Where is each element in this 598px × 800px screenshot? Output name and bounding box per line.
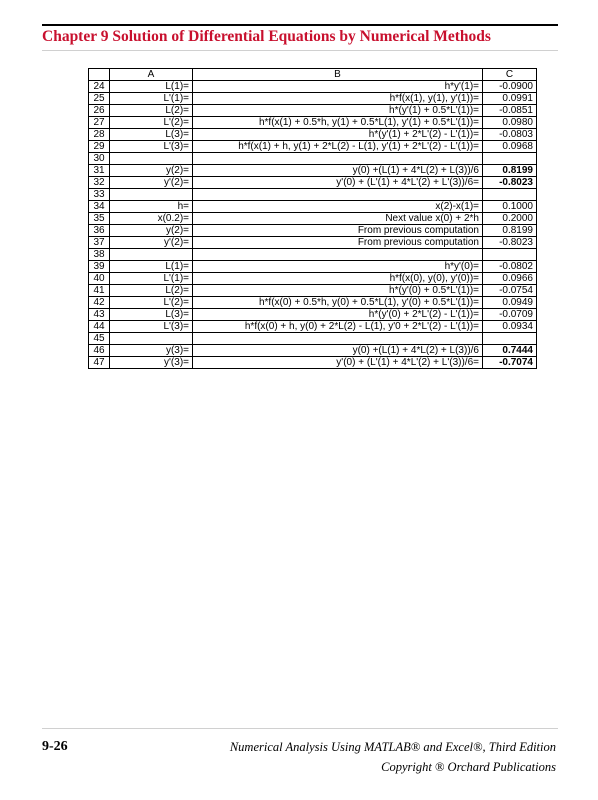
row-number-cell[interactable]: 44 <box>89 321 110 333</box>
cell-c[interactable]: 0.2000 <box>483 213 537 225</box>
table-row <box>89 261 537 273</box>
table-row <box>89 333 537 345</box>
row-number-cell[interactable]: 45 <box>89 333 110 345</box>
cell-b[interactable]: h*f(x(0), y(0), y'(0))= <box>193 273 483 285</box>
column-header-a: A <box>110 69 193 81</box>
cell-a[interactable]: y'(3)= <box>110 357 193 369</box>
cell-a[interactable]: L'(3)= <box>110 141 193 153</box>
cell-c[interactable]: 0.0949 <box>483 297 537 309</box>
cell-b[interactable] <box>193 333 483 345</box>
cell-b[interactable]: y'(0) + (L'(1) + 4*L'(2) + L'(3))/6= <box>193 177 483 189</box>
cell-b[interactable]: Next value x(0) + 2*h <box>193 213 483 225</box>
cell-a[interactable]: y(2)= <box>110 225 193 237</box>
row-number-cell[interactable]: 40 <box>89 273 110 285</box>
cell-a[interactable] <box>110 333 193 345</box>
row-number-cell[interactable]: 26 <box>89 105 110 117</box>
cell-b[interactable]: From previous computation <box>193 225 483 237</box>
cell-b[interactable]: y'(0) + (L'(1) + 4*L'(2) + L'(3))/6= <box>193 357 483 369</box>
row-number-cell[interactable]: 47 <box>89 357 110 369</box>
table-row <box>89 237 537 249</box>
cell-a[interactable]: y(3)= <box>110 345 193 357</box>
row-number-cell[interactable]: 28 <box>89 129 110 141</box>
table-row <box>89 93 537 105</box>
page-number: 9-26 <box>42 739 68 754</box>
cell-b[interactable]: h*(y'(1) + 2*L'(2) - L'(1))= <box>193 129 483 141</box>
cell-a[interactable] <box>110 249 193 261</box>
cell-b[interactable]: y(0) +(L(1) + 4*L(2) + L(3))/6 <box>193 165 483 177</box>
table-row <box>89 309 537 321</box>
cell-a[interactable]: y'(2)= <box>110 177 193 189</box>
cell-b[interactable] <box>193 153 483 165</box>
table-row <box>89 189 537 201</box>
row-number-cell[interactable]: 36 <box>89 225 110 237</box>
cell-c[interactable]: 0.0934 <box>483 321 537 333</box>
cell-b[interactable]: h*(y'(0) + 2*L'(2) - L'(1))= <box>193 309 483 321</box>
cell-b[interactable]: h*(y'(1) + 0.5*L'(1))= <box>193 105 483 117</box>
cell-c[interactable]: -0.8023 <box>483 237 537 249</box>
cell-a[interactable]: y'(2)= <box>110 237 193 249</box>
cell-b[interactable]: h*f(x(0) + h, y(0) + 2*L(2) - L(1), y'0 + 2*L'(2) - L'(1))= <box>193 321 483 333</box>
table-row <box>89 285 537 297</box>
cell-c[interactable] <box>483 249 537 261</box>
book-title: Numerical Analysis Using MATLAB® and Excel®, Third Edition <box>229 740 556 754</box>
table-row <box>89 141 537 153</box>
cell-a[interactable]: L(2)= <box>110 285 193 297</box>
spreadsheet-table <box>88 68 537 369</box>
spreadsheet-body <box>89 81 537 369</box>
table-row <box>89 153 537 165</box>
row-number-cell[interactable]: 32 <box>89 177 110 189</box>
cell-c[interactable]: 0.8199 <box>483 165 537 177</box>
table-row <box>89 357 537 369</box>
row-number-cell[interactable]: 33 <box>89 189 110 201</box>
table-row <box>89 345 537 357</box>
cell-b[interactable]: y(0) +(L(1) + 4*L(2) + L(3))/6 <box>193 345 483 357</box>
cell-a[interactable]: L'(2)= <box>110 117 193 129</box>
cell-c[interactable]: 0.0980 <box>483 117 537 129</box>
cell-c[interactable]: -0.0709 <box>483 309 537 321</box>
cell-a[interactable]: L'(2)= <box>110 297 193 309</box>
row-number-cell[interactable]: 42 <box>89 297 110 309</box>
cell-a[interactable]: L'(3)= <box>110 321 193 333</box>
row-number-cell[interactable]: 39 <box>89 261 110 273</box>
table-row <box>89 117 537 129</box>
cell-b[interactable]: h*f(x(1) + 0.5*h, y(1) + 0.5*L(1), y'(1) + 0.5*L'(1))= <box>193 117 483 129</box>
cell-c[interactable]: 0.0966 <box>483 273 537 285</box>
cell-a[interactable]: L(2)= <box>110 105 193 117</box>
row-number-cell[interactable]: 38 <box>89 249 110 261</box>
cell-c[interactable]: -0.0851 <box>483 105 537 117</box>
row-number-cell[interactable]: 27 <box>89 117 110 129</box>
cell-c[interactable]: -0.0754 <box>483 285 537 297</box>
column-header-b: B <box>193 69 483 81</box>
row-number-cell[interactable]: 31 <box>89 165 110 177</box>
corner-cell <box>89 69 110 81</box>
row-number-cell[interactable]: 37 <box>89 237 110 249</box>
cell-b[interactable]: h*y'(1)= <box>193 81 483 93</box>
cell-a[interactable]: x(0.2)= <box>110 213 193 225</box>
table-row <box>89 201 537 213</box>
cell-a[interactable]: L(3)= <box>110 309 193 321</box>
cell-c[interactable]: -0.0803 <box>483 129 537 141</box>
top-rule <box>42 24 558 26</box>
row-number-cell[interactable]: 41 <box>89 285 110 297</box>
cell-c[interactable] <box>483 153 537 165</box>
table-row <box>89 81 537 93</box>
cell-b[interactable]: h*y'(0)= <box>193 261 483 273</box>
title-rule <box>42 50 558 51</box>
row-number-cell[interactable]: 30 <box>89 153 110 165</box>
cell-a[interactable]: L(1)= <box>110 81 193 93</box>
cell-b[interactable]: x(2)-x(1)= <box>193 201 483 213</box>
table-row <box>89 129 537 141</box>
chapter-title: Chapter 9 Solution of Differential Equations by Numerical Methods <box>42 28 491 45</box>
cell-b[interactable] <box>193 249 483 261</box>
cell-c[interactable]: 0.1000 <box>483 201 537 213</box>
cell-a[interactable] <box>110 153 193 165</box>
footer-rule <box>42 728 558 729</box>
row-number-cell[interactable]: 35 <box>89 213 110 225</box>
cell-c[interactable]: -0.8023 <box>483 177 537 189</box>
cell-b[interactable]: From previous computation <box>193 237 483 249</box>
table-row <box>89 321 537 333</box>
cell-c[interactable]: 0.8199 <box>483 225 537 237</box>
table-row <box>89 225 537 237</box>
cell-a[interactable]: h= <box>110 201 193 213</box>
copyright-notice: Copyright ® Orchard Publications <box>381 760 556 774</box>
cell-b[interactable] <box>193 189 483 201</box>
cell-a[interactable]: L'(1)= <box>110 273 193 285</box>
cell-a[interactable]: y(2)= <box>110 165 193 177</box>
table-row <box>89 273 537 285</box>
cell-c[interactable] <box>483 189 537 201</box>
cell-c[interactable]: 0.0968 <box>483 141 537 153</box>
table-row <box>89 165 537 177</box>
table-row <box>89 249 537 261</box>
table-row <box>89 177 537 189</box>
table-row <box>89 297 537 309</box>
cell-a[interactable]: L(1)= <box>110 261 193 273</box>
cell-b[interactable]: h*f(x(1), y(1), y'(1))= <box>193 93 483 105</box>
cell-a[interactable]: L(3)= <box>110 129 193 141</box>
table-row <box>89 213 537 225</box>
cell-c[interactable] <box>483 333 537 345</box>
column-header-row <box>89 69 537 81</box>
column-header-c: C <box>483 69 537 81</box>
row-number-cell[interactable]: 29 <box>89 141 110 153</box>
cell-c[interactable]: 0.7444 <box>483 345 537 357</box>
cell-c[interactable]: 0.0991 <box>483 93 537 105</box>
cell-c[interactable]: -0.0900 <box>483 81 537 93</box>
table-row <box>89 105 537 117</box>
row-number-cell[interactable]: 25 <box>89 93 110 105</box>
cell-b[interactable]: h*(y'(0) + 0.5*L'(1))= <box>193 285 483 297</box>
cell-b[interactable]: h*f(x(1) + h, y(1) + 2*L(2) - L(1), y'(1) + 2*L'(2) - L'(1))= <box>193 141 483 153</box>
row-number-cell[interactable]: 43 <box>89 309 110 321</box>
row-number-cell[interactable]: 24 <box>89 81 110 93</box>
cell-c[interactable]: -0.0802 <box>483 261 537 273</box>
cell-a[interactable]: L'(1)= <box>110 93 193 105</box>
row-number-cell[interactable]: 34 <box>89 201 110 213</box>
cell-a[interactable] <box>110 189 193 201</box>
row-number-cell[interactable]: 46 <box>89 345 110 357</box>
cell-c[interactable]: -0.7074 <box>483 357 537 369</box>
cell-b[interactable]: h*f(x(0) + 0.5*h, y(0) + 0.5*L(1), y'(0) + 0.5*L'(1))= <box>193 297 483 309</box>
